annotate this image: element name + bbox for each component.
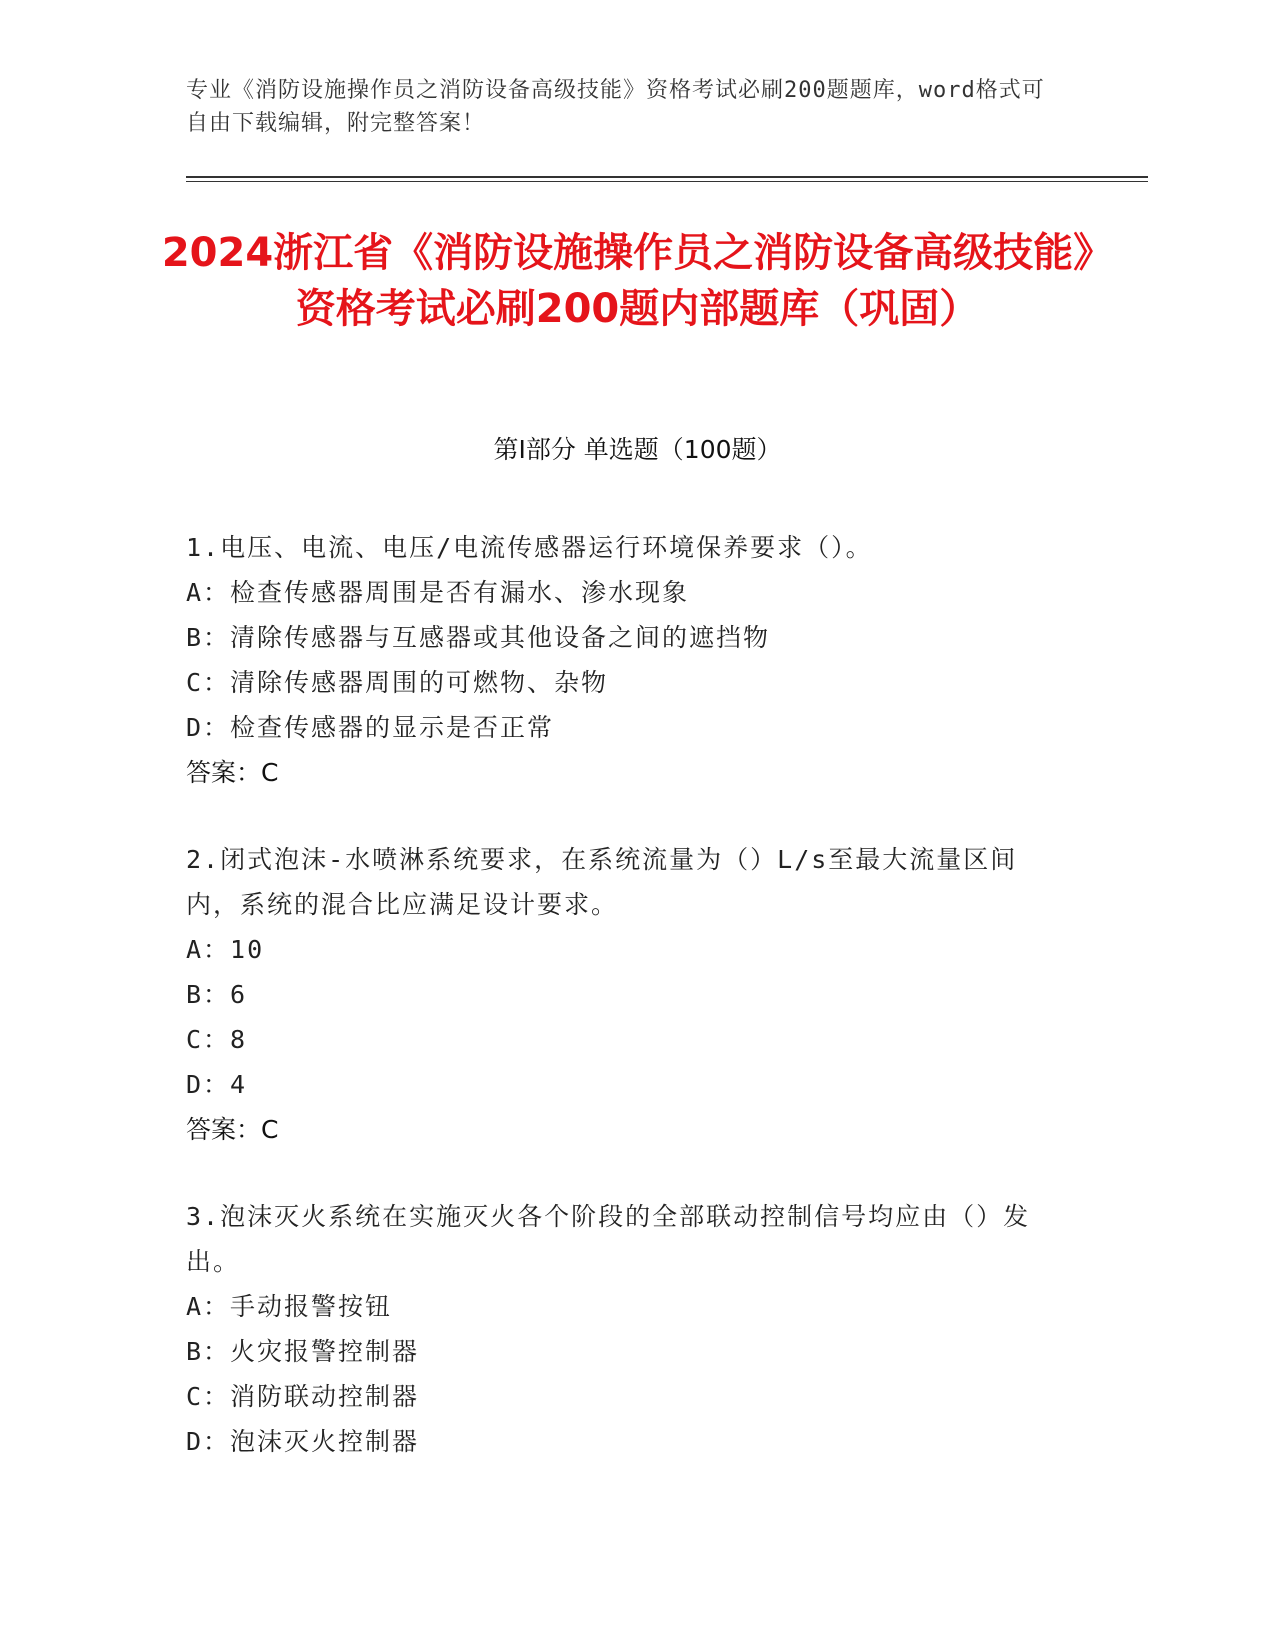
question-stem: 2.闭式泡沫-水喷淋系统要求，在系统流量为（）L/s至最大流量区间内，系统的混合比应满足设计要求。 xyxy=(186,845,1018,919)
option-a: A：检查传感器周围是否有漏水、渗水现象 xyxy=(186,578,690,607)
question-stem: 3.泡沫灭火系统在实施灭火各个阶段的全部联动控制信号均应由（）发出。 xyxy=(186,1202,1031,1276)
option-a: A：手动报警按钮 xyxy=(186,1292,393,1321)
option-d: D：检查传感器的显示是否正常 xyxy=(186,713,555,742)
question-1 xyxy=(186,525,1066,795)
option-b: B：火灾报警控制器 xyxy=(186,1337,420,1366)
option-d: D：泡沫灭火控制器 xyxy=(186,1427,420,1456)
option-c: C：消防联动控制器 xyxy=(186,1382,420,1411)
option-b: B：6 xyxy=(186,980,248,1009)
option-d: D：4 xyxy=(186,1070,248,1099)
question-answer: 答案：C xyxy=(186,1115,279,1144)
header-divider xyxy=(186,176,1148,178)
section-title: 第Ⅰ部分 单选题（100题） xyxy=(493,435,782,464)
question-stem: 1.电压、电流、电压/电流传感器运行环境保养要求（）。 xyxy=(186,533,873,562)
header-note: 专业《消防设施操作员之消防设备高级技能》资格考试必刷200题题库，word格式可自由下载编辑，附完整答案！ xyxy=(186,78,1045,136)
question-answer: 答案：C xyxy=(186,758,279,787)
question-list xyxy=(186,525,1066,1506)
question-3 xyxy=(186,1194,1066,1464)
option-c: C：8 xyxy=(186,1025,248,1054)
option-a: A：10 xyxy=(186,935,265,964)
option-c: C：清除传感器周围的可燃物、杂物 xyxy=(186,668,609,697)
option-b: B：清除传感器与互感器或其他设备之间的遮挡物 xyxy=(186,623,771,652)
header-divider-thin xyxy=(186,181,1148,182)
question-2 xyxy=(186,837,1066,1152)
document-title: 2024浙江省《消防设施操作员之消防设备高级技能》资格考试必刷200题内部题库（巩固） xyxy=(161,230,1114,332)
